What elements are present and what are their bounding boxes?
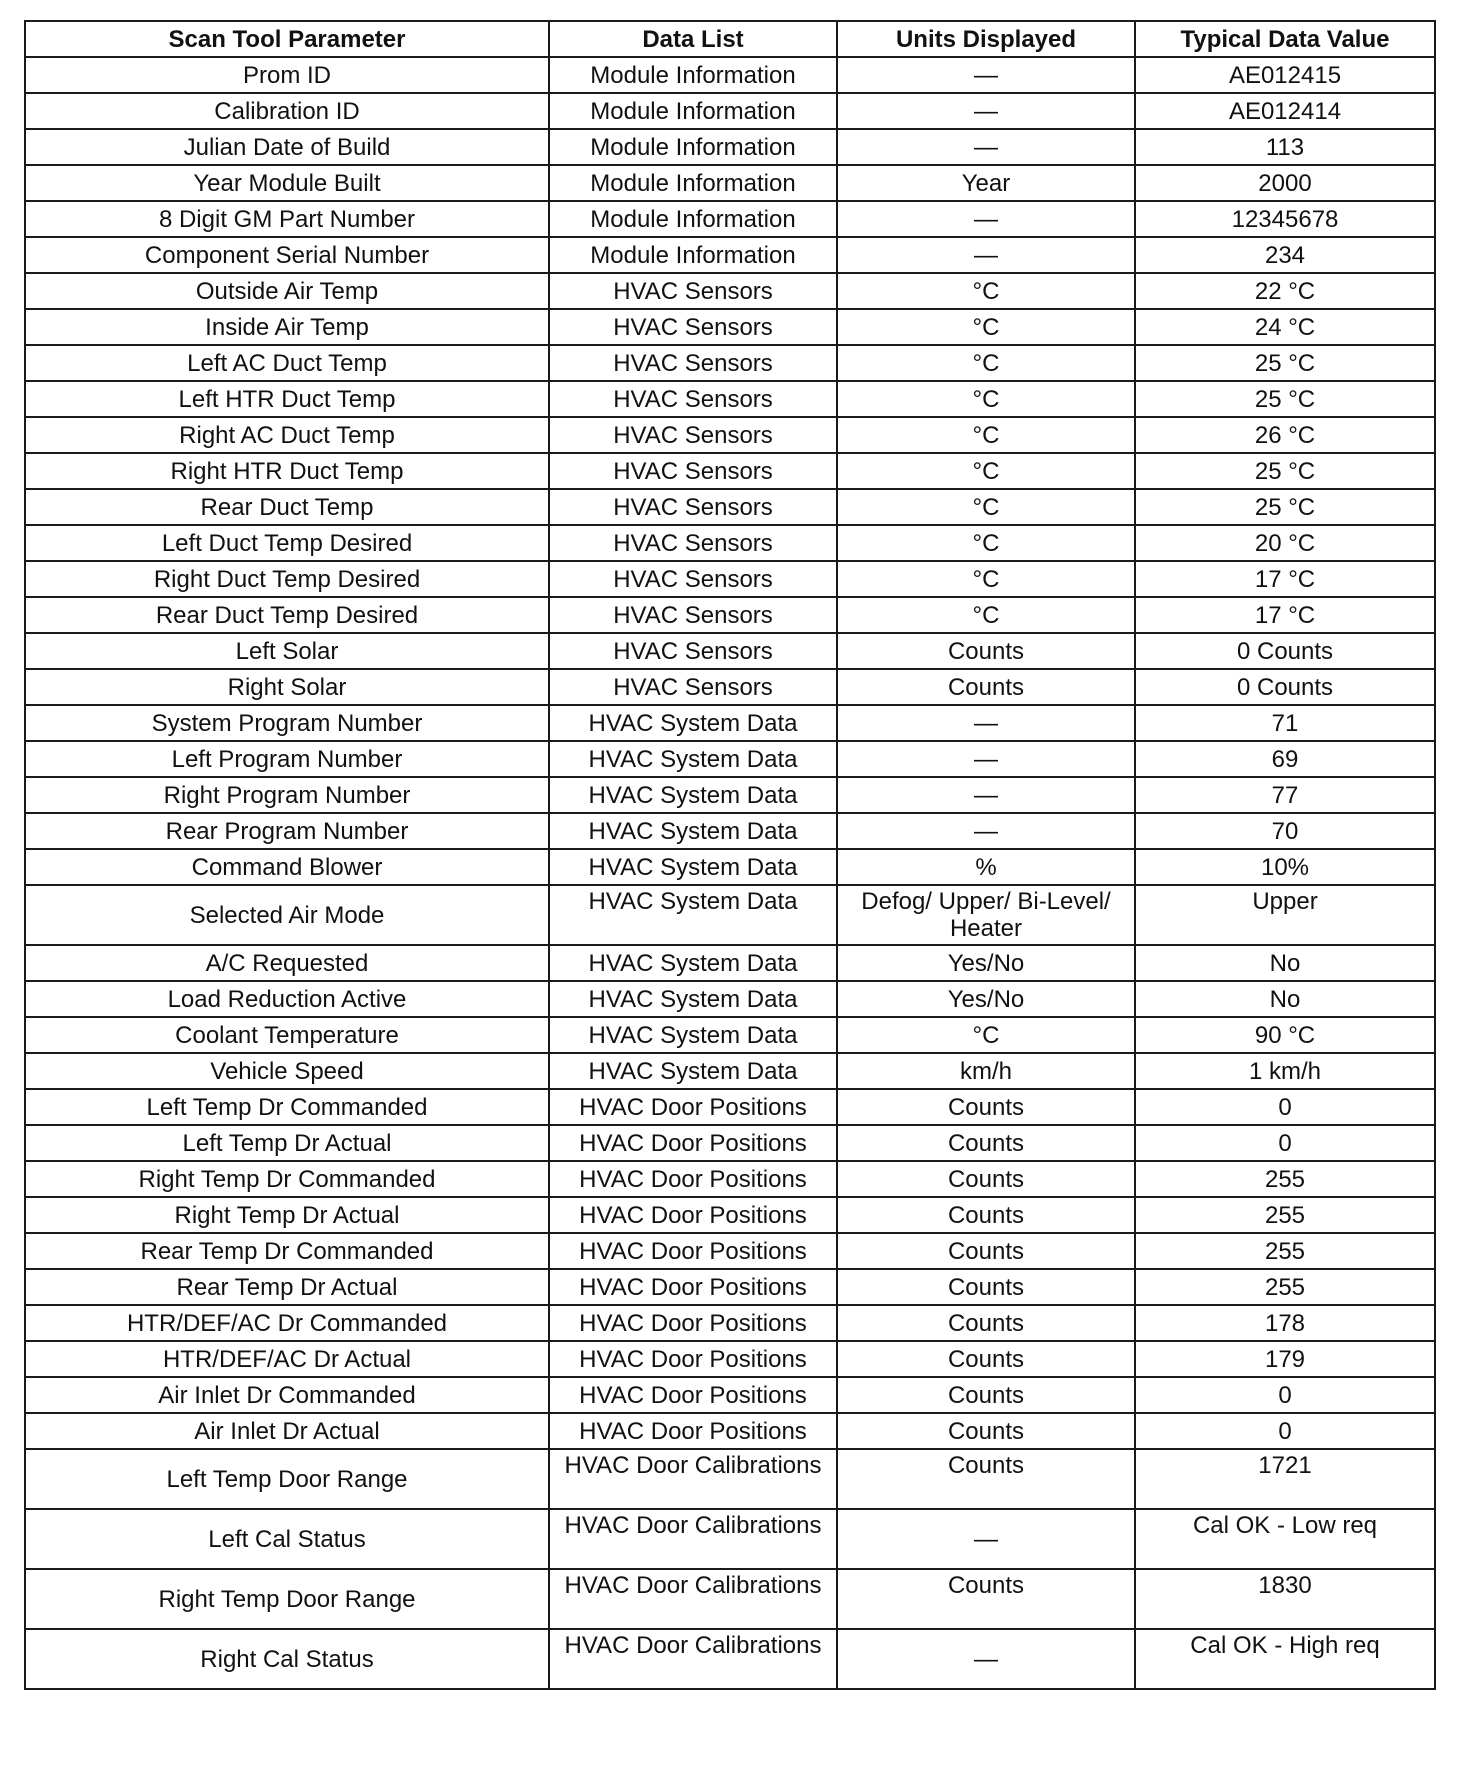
parameter-cell: Left HTR Duct Temp — [25, 381, 549, 417]
data-list-cell: HVAC System Data — [549, 1053, 837, 1089]
data-list-cell: Module Information — [549, 129, 837, 165]
parameter-cell: Vehicle Speed — [25, 1053, 549, 1089]
data-list-cell: HVAC Sensors — [549, 273, 837, 309]
parameter-cell: Right Duct Temp Desired — [25, 561, 549, 597]
units-cell: °C — [837, 345, 1135, 381]
units-cell: — — [837, 705, 1135, 741]
table-row — [25, 669, 1435, 705]
data-list-cell: HVAC Sensors — [549, 633, 837, 669]
table-row — [25, 1569, 1435, 1629]
data-list-cell: Module Information — [549, 57, 837, 93]
table-row — [25, 309, 1435, 345]
table-row — [25, 1161, 1435, 1197]
typical-value-cell: 179 — [1135, 1341, 1435, 1377]
units-cell: km/h — [837, 1053, 1135, 1089]
parameter-cell: Load Reduction Active — [25, 981, 549, 1017]
typical-value-cell: 17 °C — [1135, 561, 1435, 597]
typical-value-cell: 90 °C — [1135, 1017, 1435, 1053]
parameter-cell: Air Inlet Dr Commanded — [25, 1377, 549, 1413]
table-row — [25, 1449, 1435, 1509]
parameter-cell: Right Solar — [25, 669, 549, 705]
parameter-cell: Left Temp Door Range — [25, 1449, 549, 1509]
typical-value-cell: 0 Counts — [1135, 669, 1435, 705]
units-cell: °C — [837, 561, 1135, 597]
typical-value-cell: No — [1135, 981, 1435, 1017]
parameter-cell: Right Temp Door Range — [25, 1569, 549, 1629]
parameter-cell: 8 Digit GM Part Number — [25, 201, 549, 237]
units-cell: Counts — [837, 669, 1135, 705]
table-row — [25, 237, 1435, 273]
typical-value-cell: 77 — [1135, 777, 1435, 813]
table-row — [25, 57, 1435, 93]
data-list-cell: HVAC Door Calibrations — [549, 1629, 837, 1689]
data-list-cell: Module Information — [549, 165, 837, 201]
parameter-cell: Julian Date of Build — [25, 129, 549, 165]
units-cell: Counts — [837, 1377, 1135, 1413]
typical-value-cell: 255 — [1135, 1161, 1435, 1197]
data-list-cell: HVAC System Data — [549, 777, 837, 813]
table-row — [25, 1125, 1435, 1161]
table-row — [25, 705, 1435, 741]
units-cell: °C — [837, 489, 1135, 525]
units-cell: — — [837, 93, 1135, 129]
parameter-cell: Left Solar — [25, 633, 549, 669]
table-row — [25, 1305, 1435, 1341]
typical-value-cell: 17 °C — [1135, 597, 1435, 633]
units-cell: °C — [837, 453, 1135, 489]
typical-value-cell: 255 — [1135, 1197, 1435, 1233]
units-cell: — — [837, 777, 1135, 813]
units-cell: Yes/No — [837, 981, 1135, 1017]
parameter-cell: Left AC Duct Temp — [25, 345, 549, 381]
parameter-cell: Year Module Built — [25, 165, 549, 201]
table-row — [25, 741, 1435, 777]
parameter-cell: Coolant Temperature — [25, 1017, 549, 1053]
units-cell: Counts — [837, 633, 1135, 669]
table-row — [25, 129, 1435, 165]
parameter-cell: Air Inlet Dr Actual — [25, 1413, 549, 1449]
parameter-cell: Rear Temp Dr Commanded — [25, 1233, 549, 1269]
units-cell: Counts — [837, 1233, 1135, 1269]
data-list-cell: HVAC Sensors — [549, 561, 837, 597]
header-units-displayed: Units Displayed — [837, 21, 1135, 57]
units-cell: Counts — [837, 1449, 1135, 1509]
data-list-cell: HVAC Door Positions — [549, 1341, 837, 1377]
units-cell: Counts — [837, 1305, 1135, 1341]
parameter-cell: Command Blower — [25, 849, 549, 885]
table-row — [25, 273, 1435, 309]
parameter-cell: Rear Temp Dr Actual — [25, 1269, 549, 1305]
table-row — [25, 981, 1435, 1017]
units-cell: °C — [837, 597, 1135, 633]
units-cell: Counts — [837, 1197, 1135, 1233]
parameter-cell: Right Program Number — [25, 777, 549, 813]
units-cell: °C — [837, 417, 1135, 453]
typical-value-cell: 0 Counts — [1135, 633, 1435, 669]
units-cell: Yes/No — [837, 945, 1135, 981]
units-cell: °C — [837, 1017, 1135, 1053]
table-row — [25, 165, 1435, 201]
parameter-cell: Left Program Number — [25, 741, 549, 777]
units-cell: — — [837, 1509, 1135, 1569]
data-list-cell: HVAC Door Positions — [549, 1413, 837, 1449]
data-list-cell: HVAC Door Calibrations — [549, 1569, 837, 1629]
parameter-cell: Rear Program Number — [25, 813, 549, 849]
typical-value-cell: 25 °C — [1135, 453, 1435, 489]
units-cell: Defog/ Upper/ Bi-Level/ Heater — [837, 885, 1135, 945]
data-list-cell: HVAC System Data — [549, 1017, 837, 1053]
typical-value-cell: Cal OK - High req — [1135, 1629, 1435, 1689]
table-row — [25, 1413, 1435, 1449]
typical-value-cell: 234 — [1135, 237, 1435, 273]
data-list-cell: HVAC System Data — [549, 885, 837, 945]
typical-value-cell: 0 — [1135, 1125, 1435, 1161]
units-cell: °C — [837, 309, 1135, 345]
parameter-cell: Selected Air Mode — [25, 885, 549, 945]
typical-value-cell: 1721 — [1135, 1449, 1435, 1509]
typical-value-cell: 1830 — [1135, 1569, 1435, 1629]
parameter-cell: A/C Requested — [25, 945, 549, 981]
table-row — [25, 945, 1435, 981]
typical-value-cell: 69 — [1135, 741, 1435, 777]
parameter-cell: System Program Number — [25, 705, 549, 741]
units-cell: Counts — [837, 1269, 1135, 1305]
table-row — [25, 1017, 1435, 1053]
units-cell: Year — [837, 165, 1135, 201]
typical-value-cell: 25 °C — [1135, 489, 1435, 525]
units-cell: — — [837, 1629, 1135, 1689]
parameter-cell: Right Temp Dr Actual — [25, 1197, 549, 1233]
typical-value-cell: 70 — [1135, 813, 1435, 849]
typical-value-cell: 255 — [1135, 1269, 1435, 1305]
table-row — [25, 561, 1435, 597]
typical-value-cell: 0 — [1135, 1089, 1435, 1125]
data-list-cell: HVAC Sensors — [549, 381, 837, 417]
data-list-cell: HVAC Door Positions — [549, 1161, 837, 1197]
units-cell: Counts — [837, 1125, 1135, 1161]
typical-value-cell: AE012415 — [1135, 57, 1435, 93]
table-row — [25, 1377, 1435, 1413]
data-list-cell: HVAC Sensors — [549, 453, 837, 489]
parameter-cell: Right HTR Duct Temp — [25, 453, 549, 489]
typical-value-cell: 25 °C — [1135, 345, 1435, 381]
table-row — [25, 885, 1435, 945]
table-row — [25, 453, 1435, 489]
typical-value-cell: 0 — [1135, 1413, 1435, 1449]
units-cell: °C — [837, 273, 1135, 309]
units-cell: Counts — [837, 1089, 1135, 1125]
scan-tool-data-table — [24, 20, 1436, 1690]
data-list-cell: Module Information — [549, 237, 837, 273]
data-list-cell: HVAC Door Calibrations — [549, 1449, 837, 1509]
data-list-cell: HVAC Sensors — [549, 309, 837, 345]
table-row — [25, 525, 1435, 561]
parameter-cell: Component Serial Number — [25, 237, 549, 273]
data-list-cell: HVAC System Data — [549, 849, 837, 885]
data-list-cell: HVAC Sensors — [549, 669, 837, 705]
table-row — [25, 1053, 1435, 1089]
units-cell: °C — [837, 381, 1135, 417]
typical-value-cell: 24 °C — [1135, 309, 1435, 345]
parameter-cell: Rear Duct Temp — [25, 489, 549, 525]
data-list-cell: HVAC Door Positions — [549, 1233, 837, 1269]
typical-value-cell: 2000 — [1135, 165, 1435, 201]
data-list-cell: HVAC Door Positions — [549, 1269, 837, 1305]
table-row — [25, 633, 1435, 669]
parameter-cell: Calibration ID — [25, 93, 549, 129]
data-list-cell: HVAC Door Calibrations — [549, 1509, 837, 1569]
typical-value-cell: 10% — [1135, 849, 1435, 885]
units-cell: % — [837, 849, 1135, 885]
units-cell: — — [837, 237, 1135, 273]
parameter-cell: Rear Duct Temp Desired — [25, 597, 549, 633]
data-list-cell: HVAC System Data — [549, 705, 837, 741]
table-row — [25, 597, 1435, 633]
table-row — [25, 1341, 1435, 1377]
data-list-cell: HVAC Door Positions — [549, 1377, 837, 1413]
data-list-cell: HVAC Door Positions — [549, 1125, 837, 1161]
parameter-cell: Inside Air Temp — [25, 309, 549, 345]
table-row — [25, 1233, 1435, 1269]
typical-value-cell: 255 — [1135, 1233, 1435, 1269]
typical-value-cell: 0 — [1135, 1377, 1435, 1413]
table-row — [25, 345, 1435, 381]
parameter-cell: Left Temp Dr Actual — [25, 1125, 549, 1161]
data-list-cell: Module Information — [549, 201, 837, 237]
data-list-cell: HVAC Sensors — [549, 597, 837, 633]
units-cell: — — [837, 129, 1135, 165]
parameter-cell: Outside Air Temp — [25, 273, 549, 309]
table-row — [25, 1197, 1435, 1233]
typical-value-cell: AE012414 — [1135, 93, 1435, 129]
units-cell: Counts — [837, 1341, 1135, 1377]
data-list-cell: Module Information — [549, 93, 837, 129]
typical-value-cell: 113 — [1135, 129, 1435, 165]
data-list-cell: HVAC Door Positions — [549, 1197, 837, 1233]
table-row — [25, 1509, 1435, 1569]
typical-value-cell: 1 km/h — [1135, 1053, 1435, 1089]
table-row — [25, 849, 1435, 885]
header-data-list: Data List — [549, 21, 837, 57]
table-row — [25, 1629, 1435, 1689]
parameter-cell: Prom ID — [25, 57, 549, 93]
table-row — [25, 1269, 1435, 1305]
parameter-cell: Left Temp Dr Commanded — [25, 1089, 549, 1125]
units-cell: — — [837, 741, 1135, 777]
table-row — [25, 381, 1435, 417]
typical-value-cell: Upper — [1135, 885, 1435, 945]
parameter-cell: Right Temp Dr Commanded — [25, 1161, 549, 1197]
header-row — [25, 21, 1435, 57]
units-cell: °C — [837, 525, 1135, 561]
units-cell: Counts — [837, 1569, 1135, 1629]
parameter-cell: Left Cal Status — [25, 1509, 549, 1569]
units-cell: Counts — [837, 1413, 1135, 1449]
table-row — [25, 1089, 1435, 1125]
data-list-cell: HVAC Door Positions — [549, 1089, 837, 1125]
typical-value-cell: 71 — [1135, 705, 1435, 741]
parameter-cell: Right AC Duct Temp — [25, 417, 549, 453]
data-list-cell: HVAC System Data — [549, 813, 837, 849]
units-cell: — — [837, 813, 1135, 849]
parameter-cell: HTR/DEF/AC Dr Actual — [25, 1341, 549, 1377]
typical-value-cell: 22 °C — [1135, 273, 1435, 309]
data-list-cell: HVAC Sensors — [549, 525, 837, 561]
parameter-cell: HTR/DEF/AC Dr Commanded — [25, 1305, 549, 1341]
header-scan-tool-parameter: Scan Tool Parameter — [25, 21, 549, 57]
typical-value-cell: 12345678 — [1135, 201, 1435, 237]
table-row — [25, 201, 1435, 237]
data-list-cell: HVAC Sensors — [549, 417, 837, 453]
typical-value-cell: Cal OK - Low req — [1135, 1509, 1435, 1569]
units-cell: — — [837, 201, 1135, 237]
table-row — [25, 489, 1435, 525]
typical-value-cell: 178 — [1135, 1305, 1435, 1341]
table-body — [25, 57, 1435, 1689]
table-row — [25, 813, 1435, 849]
typical-value-cell: No — [1135, 945, 1435, 981]
typical-value-cell: 20 °C — [1135, 525, 1435, 561]
data-list-cell: HVAC Sensors — [549, 345, 837, 381]
data-list-cell: HVAC Sensors — [549, 489, 837, 525]
typical-value-cell: 25 °C — [1135, 381, 1435, 417]
data-list-cell: HVAC Door Positions — [549, 1305, 837, 1341]
table-row — [25, 93, 1435, 129]
units-cell: Counts — [837, 1161, 1135, 1197]
parameter-cell: Left Duct Temp Desired — [25, 525, 549, 561]
parameter-cell: Right Cal Status — [25, 1629, 549, 1689]
table-row — [25, 777, 1435, 813]
data-list-cell: HVAC System Data — [549, 981, 837, 1017]
units-cell: — — [837, 57, 1135, 93]
table-row — [25, 417, 1435, 453]
typical-value-cell: 26 °C — [1135, 417, 1435, 453]
header-typical-data-value: Typical Data Value — [1135, 21, 1435, 57]
data-list-cell: HVAC System Data — [549, 945, 837, 981]
data-list-cell: HVAC System Data — [549, 741, 837, 777]
